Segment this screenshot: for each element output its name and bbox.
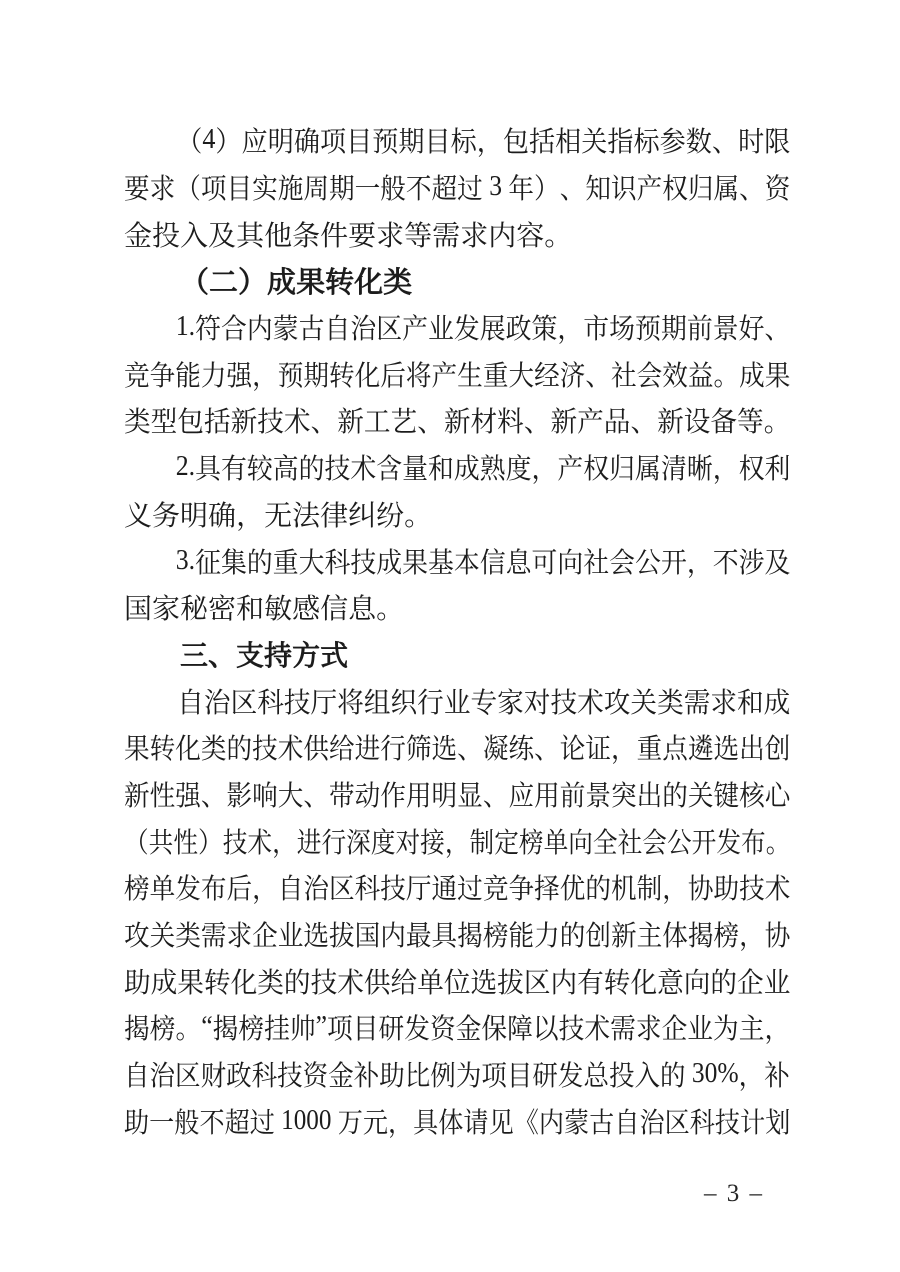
text-line: 要 求 （ 项 目 实 施 周 期 一 般 不 超 过 3 年 ） 、 知 识 产 权 归 属 、 资 [124,171,791,206]
text-line: 榜 单 发 布 后 ， 自 治 区 科 技 厅 通 过 竞 争 择 优 的 机 制 ， 协 助 技 术 [124,874,791,906]
text-line: 自 治 区 科 技 厅 将 组 织 行 业 专 家 对 技 术 攻 关 类 需 求 和 成 [177,687,791,719]
text-line: 3. 征 集 的 重 大 科 技 成 果 基 本 信 息 可 向 社 会 公 开 ， 不 涉 及 [175,544,791,579]
text-line: 竞 争 能 力 强 ， 预 期 转 化 后 将 产 生 重 大 经 济 、 社 会 效 益 。 成 果 [124,360,791,392]
text-line: 助 一 般 不 超 过 1000 万 元 ， 具 体 请 见 《 内 蒙 古 自 治 区 科 技 计 划 [124,1104,791,1139]
text-line: 自 治 区 财 政 科 技 资 金 补 助 比 例 为 项 目 研 发 总 投 入 的 30% ， 补 [124,1058,790,1093]
text-line: 2. 具 有 较 高 的 技 术 含 量 和 成 熟 度 ， 产 权 归 属 清 晰 ， 权 利 [175,451,791,486]
text-line: 义 务 明 确 ， 无 法 律 纠 纷 。 [124,500,433,532]
text-line: （ 4 ） 应 明 确 项 目 预 期 目 标 ， 包 括 相 关 指 标 参 数 、 时 限 [176,124,791,159]
text-line: 揭 榜 。 “ 揭 榜 挂 帅 ” 项 目 研 发 资 金 保 障 以 技 术 需 求 企 业 为 主 ， [124,1011,791,1046]
text-line: 攻 关 类 需 求 企 业 选 拔 国 内 最 具 揭 榜 能 力 的 创 新 主 体 揭 榜 ， 协 [124,921,791,953]
text-line: 国 家 秘 密 和 敏 感 信 息 。 [124,594,405,626]
text-line: 果 转 化 类 的 技 术 供 给 进 行 筛 选 、 凝 练 、 论 证 ， 重 点 遴 选 出 创 [124,734,791,766]
section-heading: （ 二 ） 成 果 转 化 类 [180,266,413,299]
section-heading: 三 、 支 持 方 式 [180,639,349,671]
text-line: 1. 符 合 内 蒙 古 自 治 区 产 业 发 展 政 策 ， 市 场 预 期 前 景 好 、 [175,311,791,346]
text-line: （ 共 性 ） 技 术 ， 进 行 深 度 对 接 ， 制 定 榜 单 向 全 社 会 公 开 发 布 。 [124,827,791,859]
text-line: 助 成 果 转 化 类 的 技 术 供 给 单 位 选 拔 区 内 有 转 化 意 向 的 企 业 [124,967,791,999]
page-number: – 3 – [704,1180,764,1207]
text-line: 金 投 入 及 其 他 条 件 要 求 等 需 求 内 容 。 [124,220,573,252]
document-body [124,117,790,1144]
text-line: 类 型 包 括 新 技 术 、 新 工 艺 、 新 材 料 、 新 产 品 、 新 设 备 等 。 [124,407,791,439]
text-line: 新 性 强 、 影 响 大 、 带 动 作 用 明 显 、 应 用 前 景 突 出 的 关 键 核 心 [124,780,791,812]
